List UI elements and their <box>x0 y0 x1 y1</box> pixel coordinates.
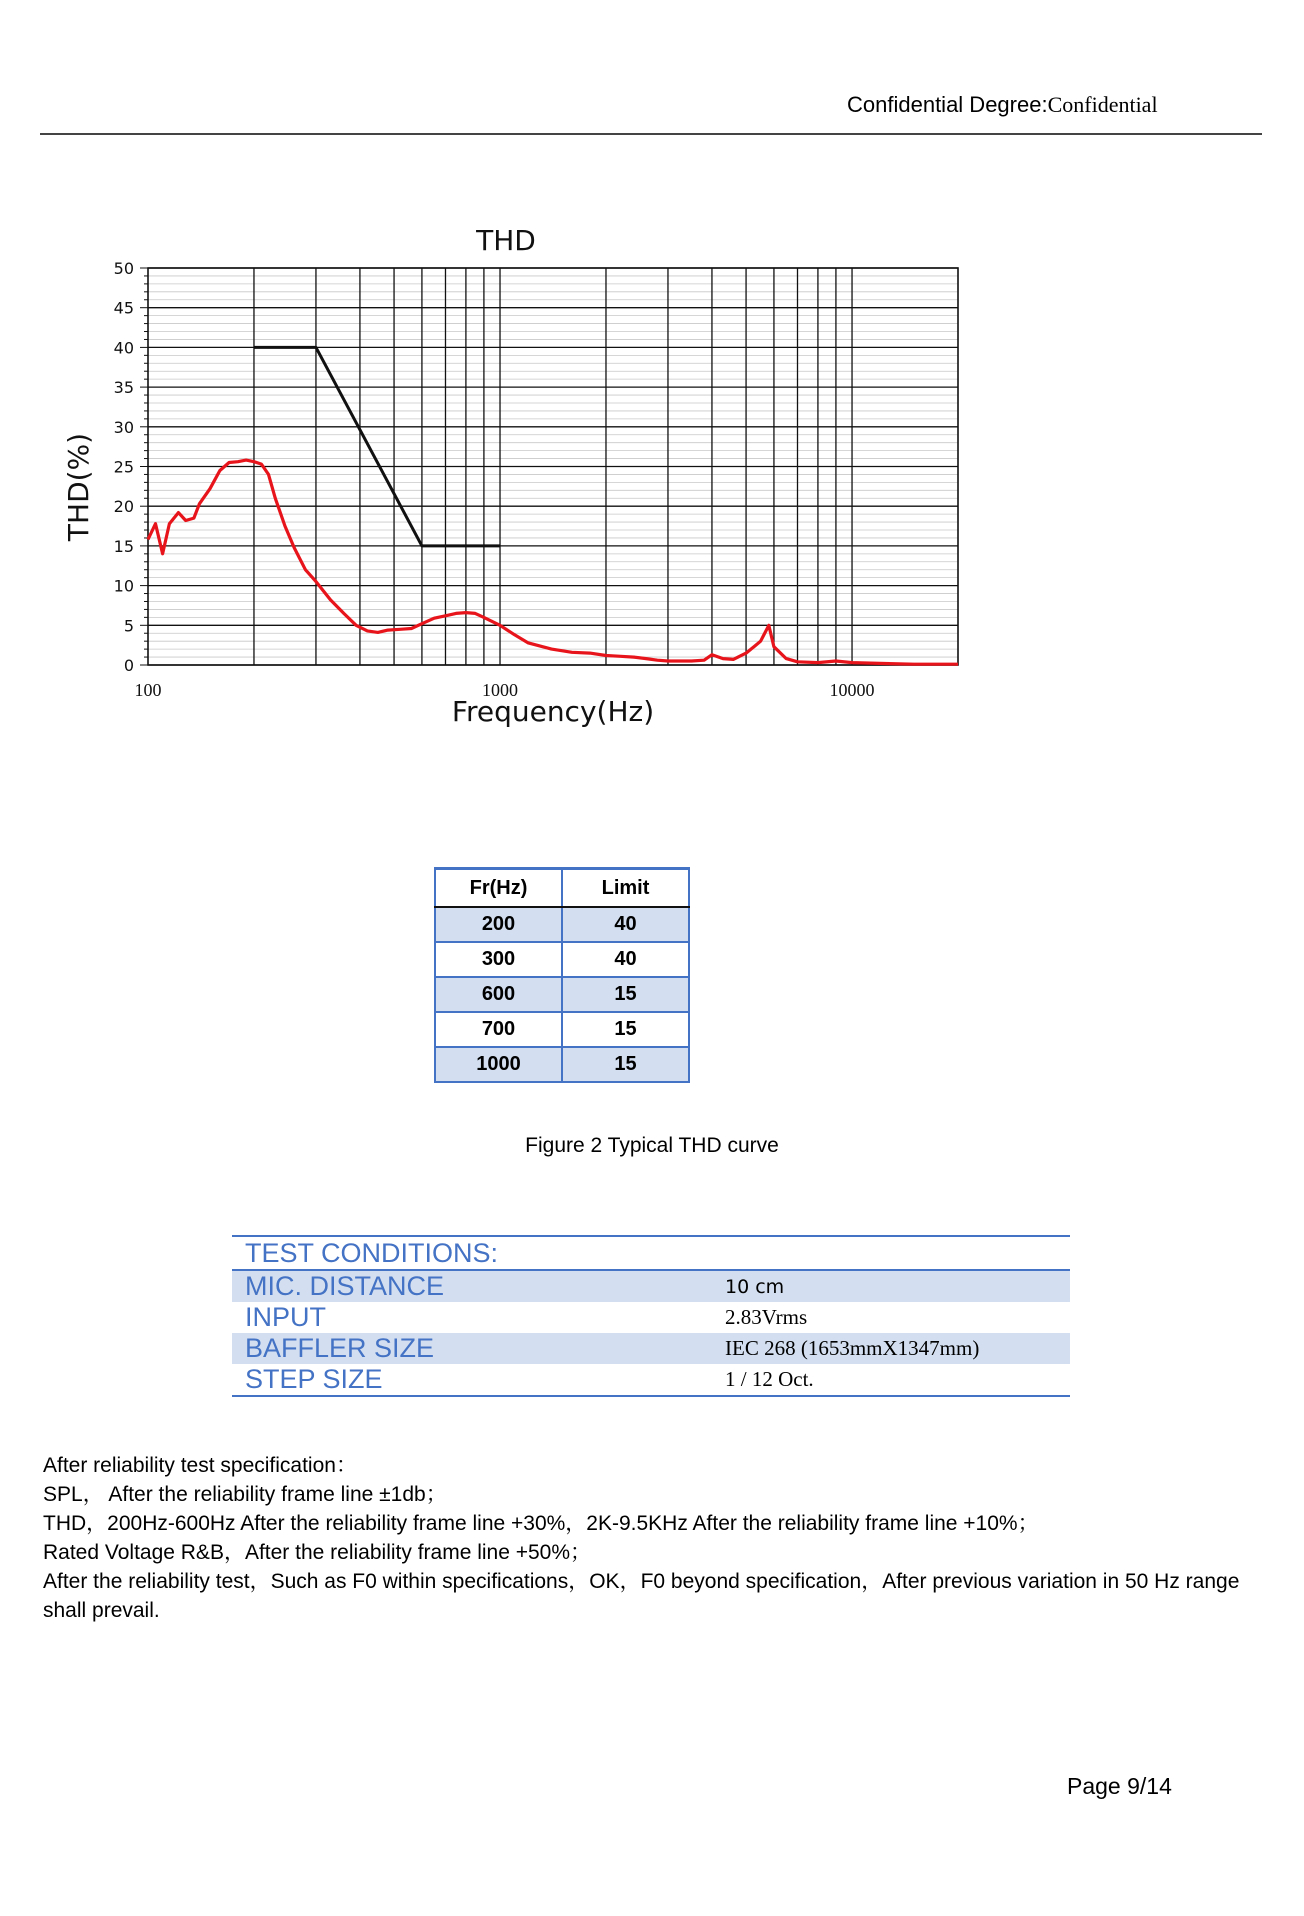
confidential-degree-value: Confidential <box>1047 92 1158 117</box>
limit-table-frequency-cell: 300 <box>435 942 562 977</box>
figure-caption: Figure 2 Typical THD curve <box>525 1134 779 1157</box>
page-number: Page 9/14 <box>1067 1773 1172 1799</box>
chart-x-axis-label: Frequency(Hz) <box>451 695 655 728</box>
limit-table-limit-cell: 15 <box>562 1047 689 1082</box>
spec-line-spl: SPL， After the reliability frame line ±1db； <box>43 1483 447 1506</box>
x-tick-label: 10000 <box>829 680 875 700</box>
spec-line-f0: After the reliability test，Such as F0 within specifications，OK，F0 beyond specification，After previous variation in 50 Hz range shall prevail. <box>43 1570 1240 1622</box>
limit-table-frequency-cell: 600 <box>435 977 562 1012</box>
condition-label: MIC. DISTANCE <box>232 1270 725 1302</box>
reliability-specification <box>43 1451 1268 1625</box>
limit-table-header-row <box>435 869 689 908</box>
confidential-label <box>847 92 1158 118</box>
y-tick-label: 10 <box>113 576 134 596</box>
chart-title: THD <box>476 224 536 257</box>
condition-label: BAFFLER SIZE <box>232 1333 725 1364</box>
y-tick-label: 50 <box>113 259 134 278</box>
test-conditions-heading-row <box>232 1236 1070 1270</box>
header-divider <box>40 133 1262 135</box>
chart-labels <box>114 259 875 700</box>
test-conditions-heading-spacer <box>725 1236 1070 1270</box>
limit-table-limit-cell: 15 <box>562 1012 689 1047</box>
confidential-degree-label: Confidential Degree: <box>847 92 1048 117</box>
thd-limit-table <box>434 867 690 1083</box>
condition-value: 1 / 12 Oct. <box>725 1364 1070 1396</box>
limit-table-limit-cell: 40 <box>562 942 689 977</box>
y-tick-label: 25 <box>113 457 134 477</box>
y-tick-label: 35 <box>113 378 134 398</box>
limit-table-frequency-cell: 200 <box>435 907 562 942</box>
condition-label: INPUT <box>245 1302 326 1332</box>
y-tick-label: 0 <box>123 656 134 675</box>
y-tick-label: 45 <box>113 298 134 318</box>
limit-table-header-frequency: Fr(Hz) <box>435 869 562 908</box>
limit-table-frequency-cell: 700 <box>435 1012 562 1047</box>
table-row <box>232 1333 1070 1364</box>
table-row <box>435 1012 689 1047</box>
spec-heading: After reliability test specification： <box>43 1454 357 1477</box>
thd-limit-line <box>254 347 500 546</box>
limit-table-limit-cell: 40 <box>562 907 689 942</box>
y-tick-label: 5 <box>123 616 134 636</box>
test-conditions-table <box>232 1235 1070 1397</box>
table-row <box>232 1270 1070 1302</box>
table-row <box>232 1364 1070 1396</box>
thd-chart <box>50 210 970 740</box>
limit-table-header-limit: Limit <box>562 869 689 908</box>
y-tick-label: 15 <box>113 536 134 556</box>
table-row <box>435 1047 689 1082</box>
condition-value: 2.83Vrms <box>725 1305 808 1329</box>
condition-label: STEP SIZE <box>232 1364 725 1396</box>
y-tick-label: 30 <box>113 417 134 437</box>
table-row <box>435 942 689 977</box>
x-tick-label: 100 <box>134 680 162 700</box>
spec-line-rated-voltage: Rated Voltage R&B，After the reliability frame line +50%； <box>43 1541 592 1564</box>
table-row <box>232 1302 1070 1333</box>
x-tick-label: 1000 <box>482 680 519 700</box>
limit-table-limit-cell: 15 <box>562 977 689 1012</box>
chart-y-axis-label: THD(%) <box>62 432 95 542</box>
spec-line-thd: THD，200Hz-600Hz After the reliability frame line +30%，2K-9.5KHz After the reliability frame line +10%； <box>43 1512 1039 1535</box>
condition-value: IEC 268 (1653mmX1347mm) <box>725 1333 1070 1364</box>
condition-value: 10 cm <box>725 1270 1070 1302</box>
test-conditions-heading: TEST CONDITIONS: <box>232 1236 725 1270</box>
y-tick-label: 40 <box>113 338 134 358</box>
limit-table-frequency-cell: 1000 <box>435 1047 562 1082</box>
table-row <box>435 977 689 1012</box>
y-tick-label: 20 <box>113 497 134 517</box>
table-row <box>435 907 689 942</box>
